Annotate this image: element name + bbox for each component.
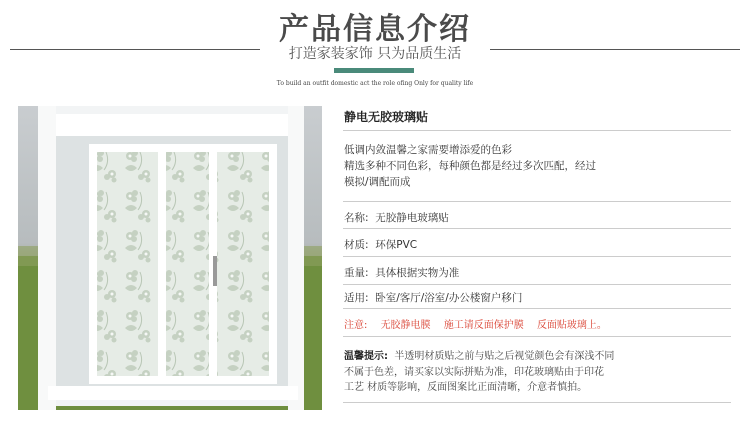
accent-bar <box>334 68 414 73</box>
divider <box>343 284 731 285</box>
desc-line: 模拟/调配而成 <box>344 176 411 188</box>
divider <box>343 402 731 403</box>
product-name: 静电无胶玻璃贴 <box>344 110 429 124</box>
tips <box>344 349 734 396</box>
spec-value-material: 环保PVC <box>375 239 418 251</box>
spec-label-usage: 适用: <box>344 292 369 304</box>
notice <box>344 316 617 331</box>
notice-label: 注意: <box>344 320 368 331</box>
divider <box>343 336 731 337</box>
notice-item: 无胶静电膜 <box>380 320 431 331</box>
spec-row <box>344 210 449 225</box>
product-description <box>344 142 734 190</box>
notice-item: 施工请反面保护膜 <box>443 320 524 331</box>
slogan: To build an outfit domestic act the role ofing Only for quality life <box>276 80 474 87</box>
divider <box>343 130 731 131</box>
product-photo <box>18 106 322 410</box>
page-subtitle: 打造家装家饰 只为品质生活 <box>288 46 462 62</box>
tips-label: 温馨提示: <box>344 351 388 362</box>
spec-row <box>344 265 459 280</box>
spec-value-weight: 具体根据实物为准 <box>375 267 460 279</box>
desc-line: 精选多种不同色彩，每种颜色都是经过多次匹配，经过 <box>344 160 596 172</box>
page-title: 产品信息介绍 <box>279 12 471 47</box>
notice-item: 反面贴玻璃上。 <box>536 320 607 331</box>
divider <box>343 308 731 309</box>
desc-line: 低调内敛温馨之家需要增添爱的色彩 <box>344 144 512 156</box>
tips-line: 半透明材质贴之前与贴之后视觉颜色会有深浅不同 <box>394 351 615 362</box>
spec-row <box>344 290 522 305</box>
spec-label-name: 名称: <box>344 212 369 224</box>
divider <box>343 256 731 257</box>
window-illustration <box>18 106 322 410</box>
spec-value-usage: 卧室/客厅/浴室/办公楼窗户移门 <box>375 292 523 304</box>
spec-row <box>344 237 417 252</box>
tips-line: 不属于色差，请买家以实际拼贴为准，印花玻璃贴由于印花 <box>344 366 604 378</box>
spec-value-name: 无胶静电玻璃贴 <box>375 212 449 224</box>
spec-label-weight: 重量: <box>344 267 369 279</box>
divider <box>343 201 731 202</box>
spec-label-material: 材质: <box>344 239 369 251</box>
divider <box>343 228 731 229</box>
tips-line: 工艺 材质等影响，反面图案比正面清晰，介意者慎拍。 <box>344 382 588 393</box>
